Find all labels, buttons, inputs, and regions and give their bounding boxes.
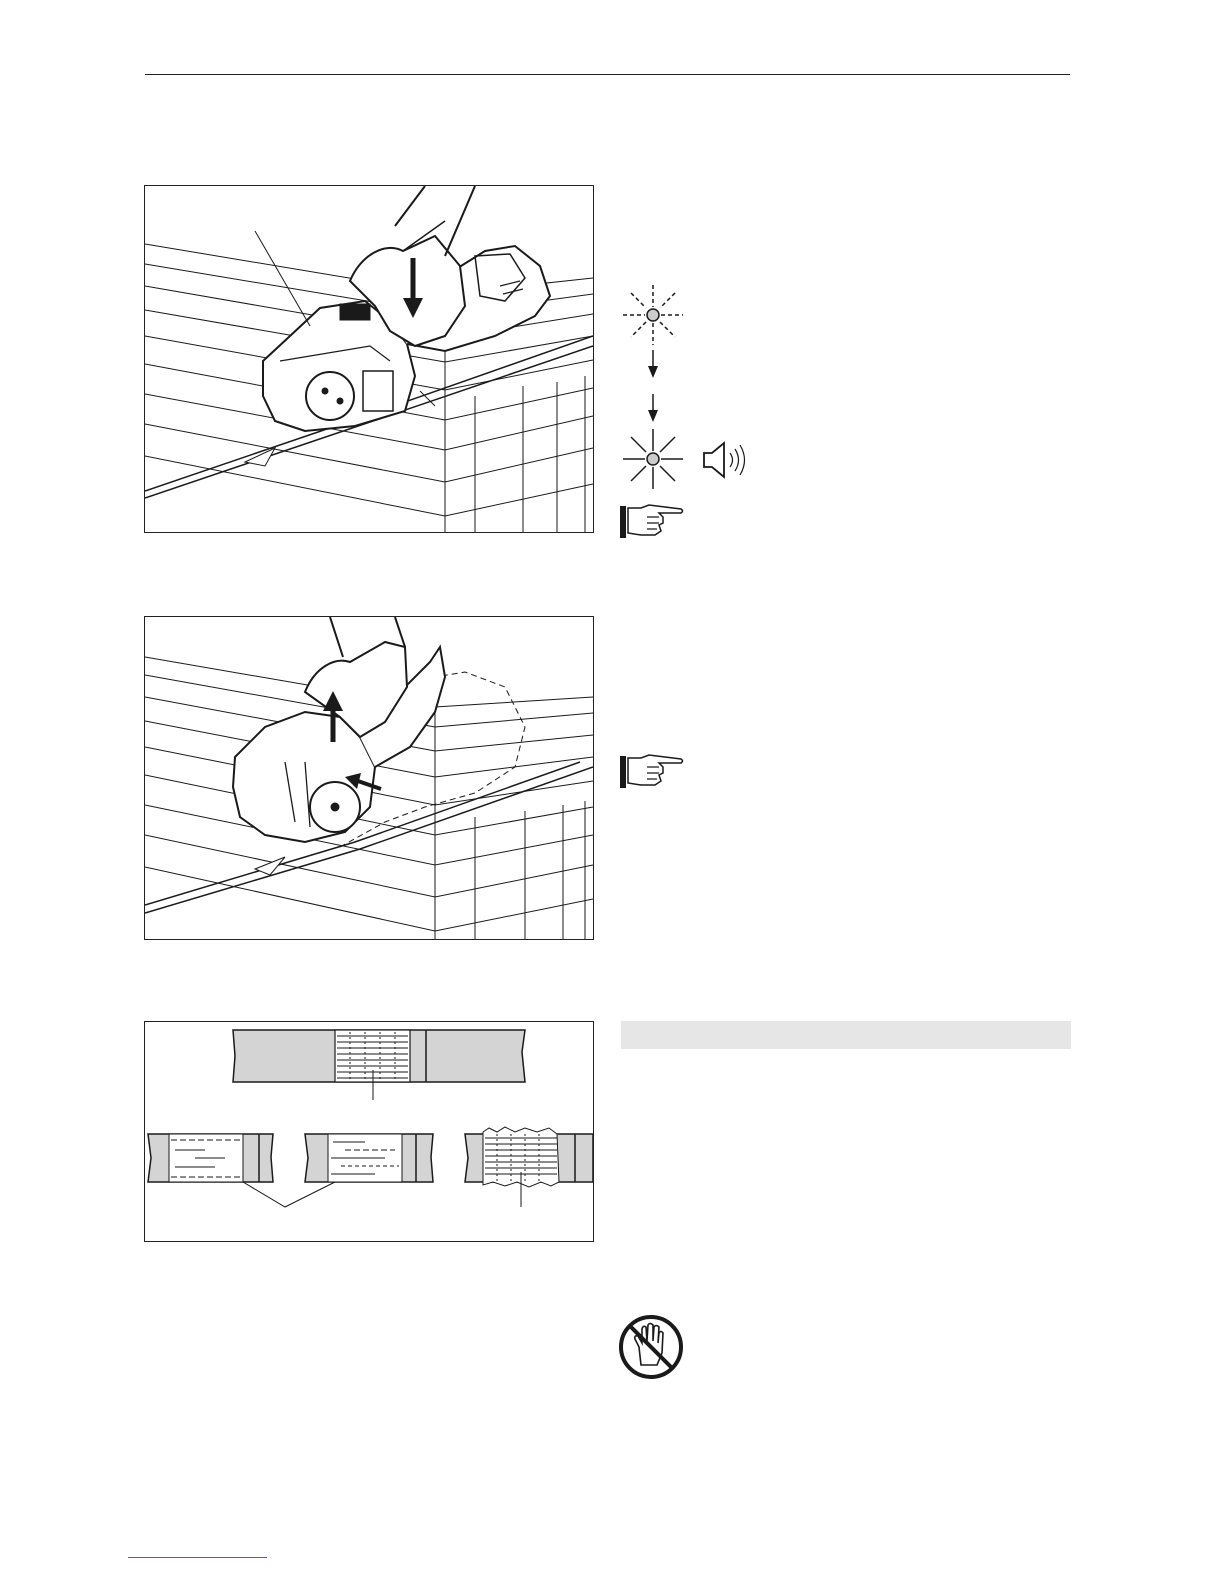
led-blinking-icon bbox=[621, 283, 685, 347]
weld-inspection-illustration bbox=[145, 1022, 593, 1241]
figure-tool-press-down bbox=[144, 185, 594, 533]
figure-tool-remove bbox=[144, 616, 594, 940]
led-lit-icon bbox=[621, 427, 685, 491]
tool-remove-illustration bbox=[145, 617, 593, 939]
header-rule bbox=[145, 74, 1070, 75]
tool-press-down-illustration bbox=[145, 186, 593, 532]
section-heading-bar bbox=[621, 1021, 1071, 1049]
figure-weld-inspection bbox=[144, 1021, 594, 1242]
arrow-down-icon bbox=[646, 350, 660, 430]
hand-pointer-icon bbox=[619, 503, 685, 539]
speaker-sound-icon bbox=[700, 441, 750, 479]
hand-pointer-icon bbox=[619, 753, 685, 789]
no-gloves-icon bbox=[617, 1313, 685, 1381]
footer-link-underline bbox=[128, 1557, 267, 1558]
